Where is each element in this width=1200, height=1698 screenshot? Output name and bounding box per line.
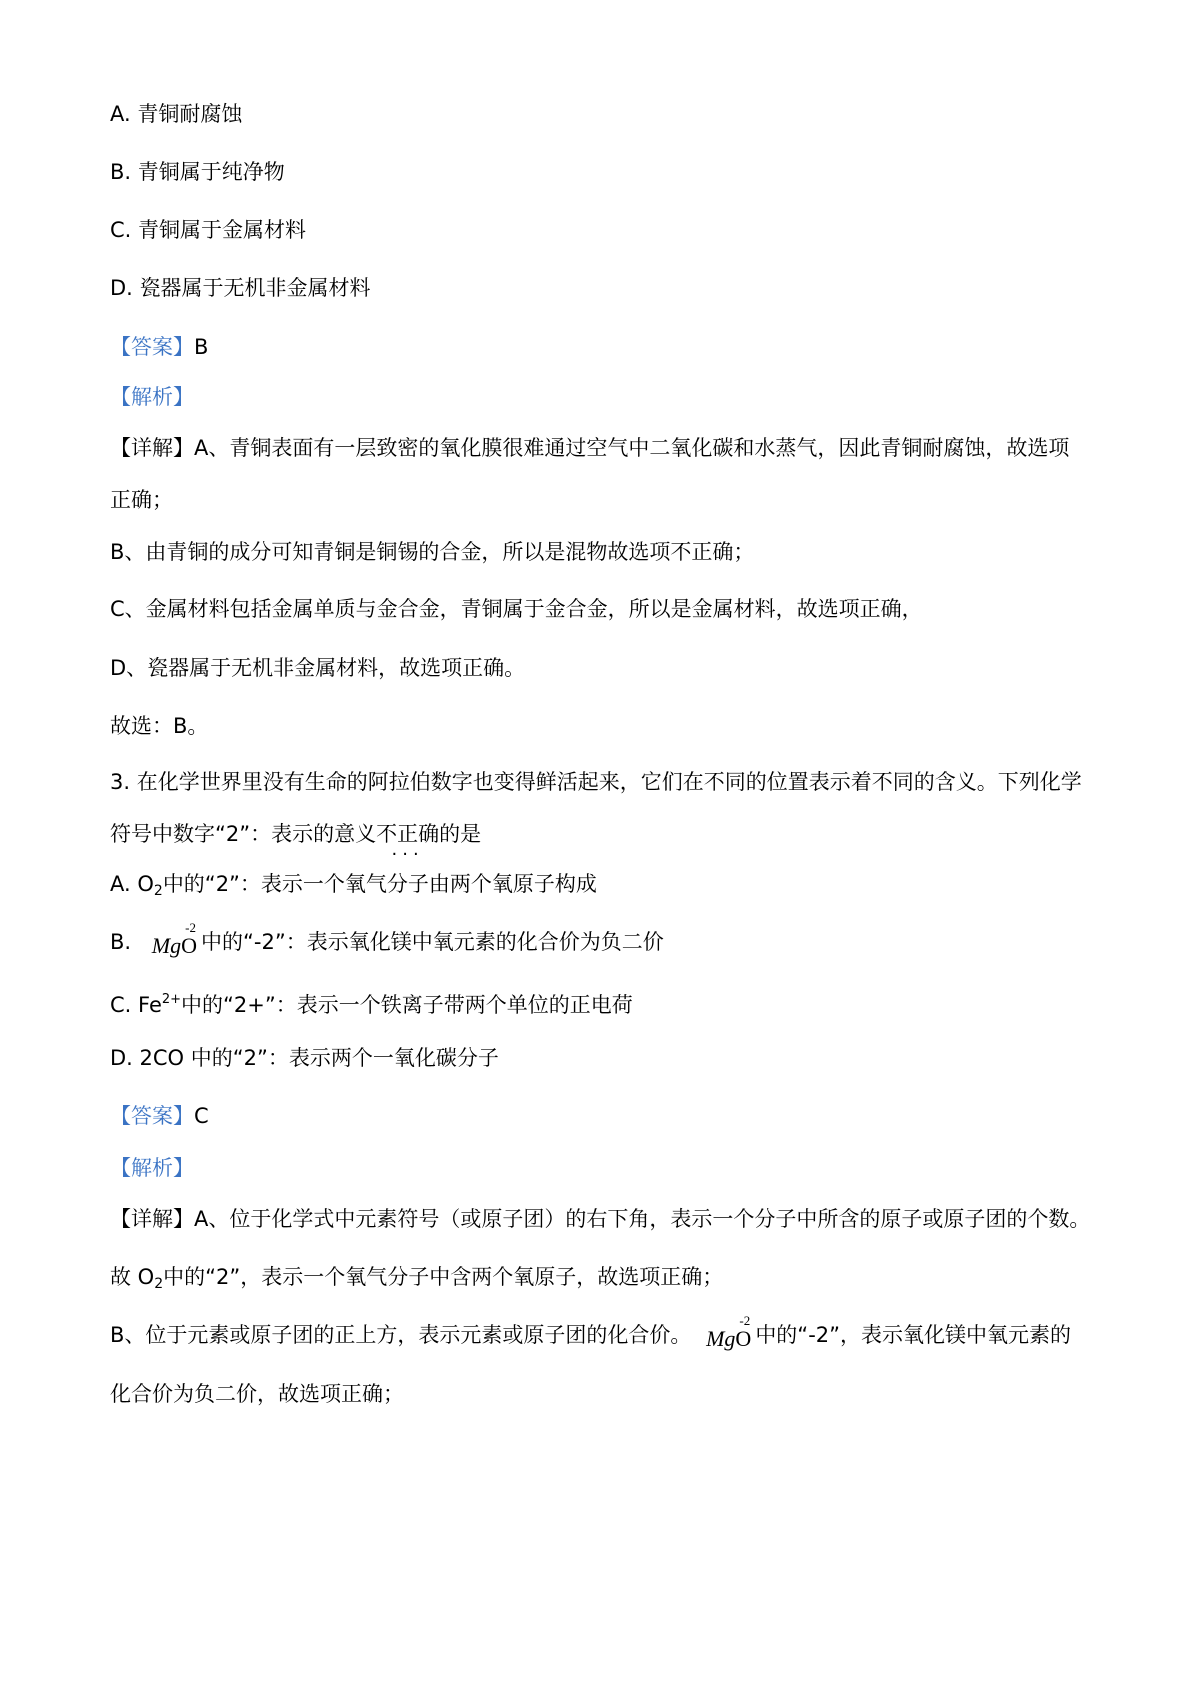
answer-label: 【答案】	[110, 335, 194, 359]
q2-option-a: A. 青铜耐腐蚀	[110, 102, 243, 126]
stem-suffix: 的是	[439, 822, 482, 846]
option-b-text: 中的“-2”：表示氧化镁中氧元素的化合价为负二价	[201, 930, 664, 954]
q3-detail-b-line2: 化合价为负二价，故选项正确；	[110, 1382, 404, 1406]
option-c-superscript: 2+	[161, 992, 182, 1007]
q3-answer	[110, 1100, 209, 1132]
q3-detail-b-line1	[110, 1313, 1072, 1351]
q3-detail-a-line2	[110, 1261, 723, 1300]
q2-detail-a-line2: 正确；	[110, 488, 173, 512]
q3-stem-line1: 3. 在化学世界里没有生命的阿拉伯数字也变得鲜活起来，它们在不同的位置表示着不同的含义。下列化学	[110, 770, 1082, 794]
detail-a2-text: 中的“2”，表示一个氧气分子中含两个氧原子，故选项正确；	[163, 1265, 724, 1289]
option-c-text: 中的“2+”：表示一个铁离子带两个单位的正电荷	[181, 993, 633, 1017]
q2-answer	[110, 331, 208, 363]
mgo-formula	[151, 920, 197, 962]
detail-text: A、位于化学式中元素符号（或原子团）的右下角，表示一个分子中所含的原子或原子团的个数。	[194, 1207, 1091, 1231]
detail-label: 【详解】	[110, 1207, 194, 1231]
emphasis-dots: ···	[391, 844, 424, 865]
q2-detail-a-line1	[110, 432, 1069, 464]
mgo-formula	[706, 1313, 752, 1355]
formula-o: O	[735, 1326, 752, 1351]
q2-analysis-label: 【解析】	[110, 385, 194, 409]
q3-stem-line2	[110, 818, 482, 865]
detail-a2-prefix: 故 O	[110, 1265, 155, 1289]
option-b-prefix: B.	[110, 930, 132, 954]
q2-conclusion: 故选：B。	[110, 714, 209, 738]
emphasis-text: 不正确	[376, 822, 440, 846]
option-a-text: 中的“2”：表示一个氧气分子由两个氧原子构成	[162, 872, 597, 896]
detail-a2-subscript: 2	[154, 1276, 164, 1292]
formula-mg: Mg	[151, 933, 182, 958]
q2-option-d: D. 瓷器属于无机非金属材料	[110, 276, 371, 300]
option-a-prefix: A. O	[110, 872, 154, 896]
formula-o: O	[181, 933, 197, 958]
answer-value: C	[194, 1104, 209, 1128]
answer-value: B	[194, 335, 209, 359]
q3-option-d: D. 2CO 中的“2”：表示两个一氧化碳分子	[110, 1046, 499, 1070]
q3-option-b	[110, 920, 664, 958]
option-a-subscript: 2	[153, 883, 163, 899]
q2-detail-c: C、金属材料包括金属单质与金合金，青铜属于金合金，所以是金属材料，故选项正确，	[110, 597, 923, 621]
answer-label: 【答案】	[110, 1104, 194, 1128]
q3-option-a	[110, 868, 597, 907]
stem-prefix: 符号中数字“2”：表示的意义	[110, 822, 377, 846]
detail-label: 【详解】	[110, 436, 194, 460]
q2-detail-d: D、瓷器属于无机非金属材料，故选项正确。	[110, 656, 526, 680]
detail-b-prefix: B、位于元素或原子团的正上方，表示元素或原子团的化合价。	[110, 1323, 692, 1347]
q2-option-b: B. 青铜属于纯净物	[110, 160, 285, 184]
q2-option-c: C. 青铜属于金属材料	[110, 218, 307, 242]
formula-mg: Mg	[706, 1326, 736, 1351]
stem-emphasis	[376, 818, 440, 865]
detail-text: A、青铜表面有一层致密的氧化膜很难通过空气中二氧化碳和水蒸气，因此青铜耐腐蚀，故选项	[194, 436, 1070, 460]
q3-analysis-label: 【解析】	[110, 1156, 194, 1180]
q3-option-c	[110, 984, 633, 1021]
q3-detail-a-line1	[110, 1203, 1090, 1235]
option-c-prefix: C. Fe	[110, 993, 162, 1017]
detail-b-suffix: 中的“-2”，表示氧化镁中氧元素的	[755, 1323, 1072, 1347]
q2-detail-b: B、由青铜的成分可知青铜是铜锡的合金，所以是混物故选项不正确；	[110, 540, 755, 564]
formula-charge: -2	[739, 1313, 751, 1328]
formula-charge: -2	[185, 920, 196, 935]
